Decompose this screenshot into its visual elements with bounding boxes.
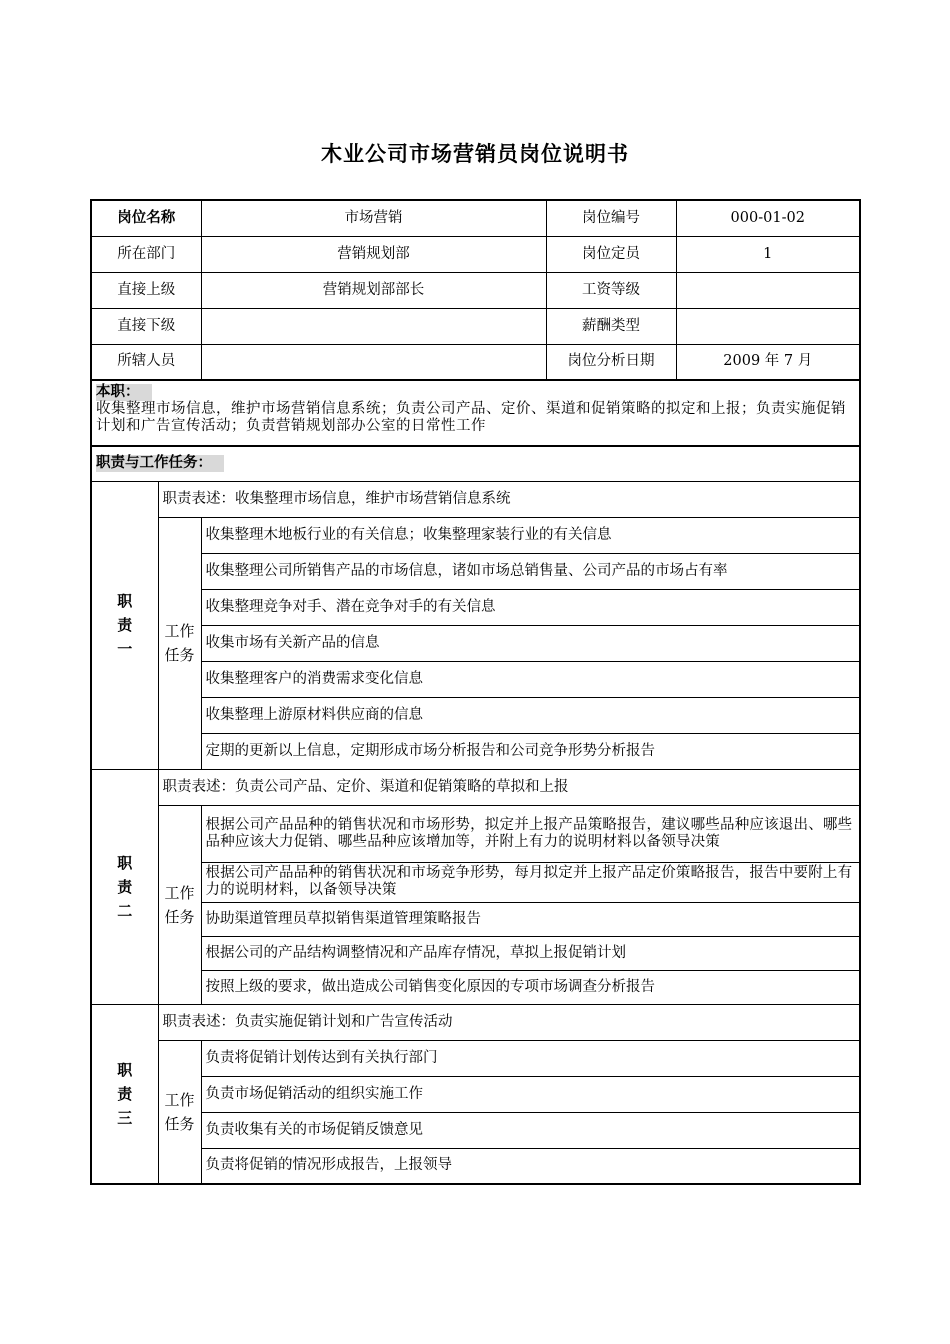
- info-value: 营销规划部部长: [201, 272, 546, 308]
- duty-statement-row: [91, 1004, 860, 1040]
- task-row: [91, 1112, 860, 1148]
- task-item: 收集整理木地板行业的有关信息；收集整理家装行业的有关信息: [201, 517, 860, 553]
- task-row: [91, 970, 860, 1004]
- task-item: 负责将促销计划传达到有关执行部门: [201, 1040, 860, 1076]
- task-label: [158, 1040, 201, 1184]
- duty-name-text: 职 责 二: [117, 853, 133, 920]
- info-value: [201, 308, 546, 344]
- duty-name: [91, 769, 158, 1004]
- duty-summary-label: 本职：: [96, 384, 152, 401]
- duty-summary-text: 收集整理市场信息，维护市场营销信息系统；负责公司产品、定价、渠道和促销策略的拟定和上报；负责实施促销计划和广告宣传活动；负责营销规划部办公室的日常性工作: [96, 401, 846, 434]
- info-label: 岗位名称: [91, 200, 201, 236]
- info-label: 直接上级: [91, 272, 201, 308]
- info-value: 2009 年 7 月: [676, 344, 860, 380]
- job-description-table: [90, 199, 861, 1185]
- task-item: 按照上级的要求，做出造成公司销售变化原因的专项市场调查分析报告: [201, 970, 860, 1004]
- task-item: 定期的更新以上信息，定期形成市场分析报告和公司竞争形势分析报告: [201, 733, 860, 769]
- task-item: 根据公司的产品结构调整情况和产品库存情况，草拟上报促销计划: [201, 936, 860, 970]
- duty-statement: 职责表述：负责公司产品、定价、渠道和促销策略的草拟和上报: [158, 769, 860, 805]
- info-label: 所在部门: [91, 236, 201, 272]
- info-label: 工资等级: [546, 272, 676, 308]
- task-item: 负责市场促销活动的组织实施工作: [201, 1076, 860, 1112]
- task-label: [158, 517, 201, 769]
- info-label: 岗位分析日期: [546, 344, 676, 380]
- info-value: [676, 272, 860, 308]
- page-title: 木业公司市场营销员岗位说明书: [321, 142, 629, 166]
- task-item: 负责收集有关的市场促销反馈意见: [201, 1112, 860, 1148]
- task-item: 负责将促销的情况形成报告，上报领导: [201, 1148, 860, 1184]
- task-row: [91, 625, 860, 661]
- task-item: 收集整理竞争对手、潜在竞争对手的有关信息: [201, 589, 860, 625]
- tasks-section-cell: [91, 446, 860, 481]
- task-row: [91, 936, 860, 970]
- duty-name: [91, 1004, 158, 1184]
- info-row: [91, 236, 860, 272]
- duty-name-text: 职 责 三: [117, 1060, 133, 1127]
- task-row: [91, 589, 860, 625]
- task-item: 收集整理上游原材料供应商的信息: [201, 697, 860, 733]
- task-row: [91, 1076, 860, 1112]
- info-row: [91, 200, 860, 236]
- task-item: 协助渠道管理员草拟销售渠道管理策略报告: [201, 902, 860, 936]
- task-row: [91, 862, 860, 902]
- duty-name-text: 职 责 一: [117, 592, 133, 658]
- duty-statement: 职责表述：收集整理市场信息，维护市场营销信息系统: [158, 481, 860, 517]
- task-item: 收集整理客户的消费需求变化信息: [201, 661, 860, 697]
- task-row: [91, 553, 860, 589]
- info-row: [91, 308, 860, 344]
- info-label: 薪酬类型: [546, 308, 676, 344]
- info-label: 岗位定员: [546, 236, 676, 272]
- task-row: [91, 661, 860, 697]
- tasks-section-label: 职责与工作任务：: [96, 455, 224, 472]
- duty-statement-row: [91, 481, 860, 517]
- task-item: 根据公司产品品种的销售状况和市场形势，拟定并上报产品策略报告，建议哪些品种应该退出、哪些品种应该大力促销、哪些品种应该增加等，并附上有力的说明材料以备领导决策: [201, 805, 860, 862]
- info-value: 营销规划部: [201, 236, 546, 272]
- task-row: [91, 805, 860, 862]
- task-row: [91, 733, 860, 769]
- task-item: 收集整理公司所销售产品的市场信息，诸如市场总销售量、公司产品的市场占有率: [201, 553, 860, 589]
- task-row: [91, 1148, 860, 1184]
- duty-name: [91, 481, 158, 769]
- tasks-section-row: [91, 446, 860, 481]
- task-label-text: 工作 任务: [164, 1090, 195, 1133]
- info-row: [91, 272, 860, 308]
- info-label: 所辖人员: [91, 344, 201, 380]
- duty-statement: 职责表述：负责实施促销计划和广告宣传活动: [158, 1004, 860, 1040]
- info-label: 直接下级: [91, 308, 201, 344]
- duty-summary-row: [91, 380, 860, 446]
- info-row: [91, 344, 860, 380]
- task-row: [91, 902, 860, 936]
- info-value: [201, 344, 546, 380]
- task-row: [91, 1040, 860, 1076]
- info-value: 市场营销: [201, 200, 546, 236]
- task-row: [91, 517, 860, 553]
- task-label-text: 工作 任务: [164, 883, 195, 926]
- task-row: [91, 697, 860, 733]
- info-label: 岗位编号: [546, 200, 676, 236]
- info-value: [676, 308, 860, 344]
- duty-statement-row: [91, 769, 860, 805]
- task-item: 收集市场有关新产品的信息: [201, 625, 860, 661]
- duty-summary-cell: [91, 380, 860, 446]
- task-item: 根据公司产品品种的销售状况和市场竞争形势，每月拟定并上报产品定价策略报告，报告中要附上有力的说明材料，以备领导决策: [201, 862, 860, 902]
- info-value: 1: [676, 236, 860, 272]
- info-value: 000-01-02: [676, 200, 860, 236]
- task-label: [158, 805, 201, 1004]
- task-label-text: 工作 任务: [164, 622, 195, 664]
